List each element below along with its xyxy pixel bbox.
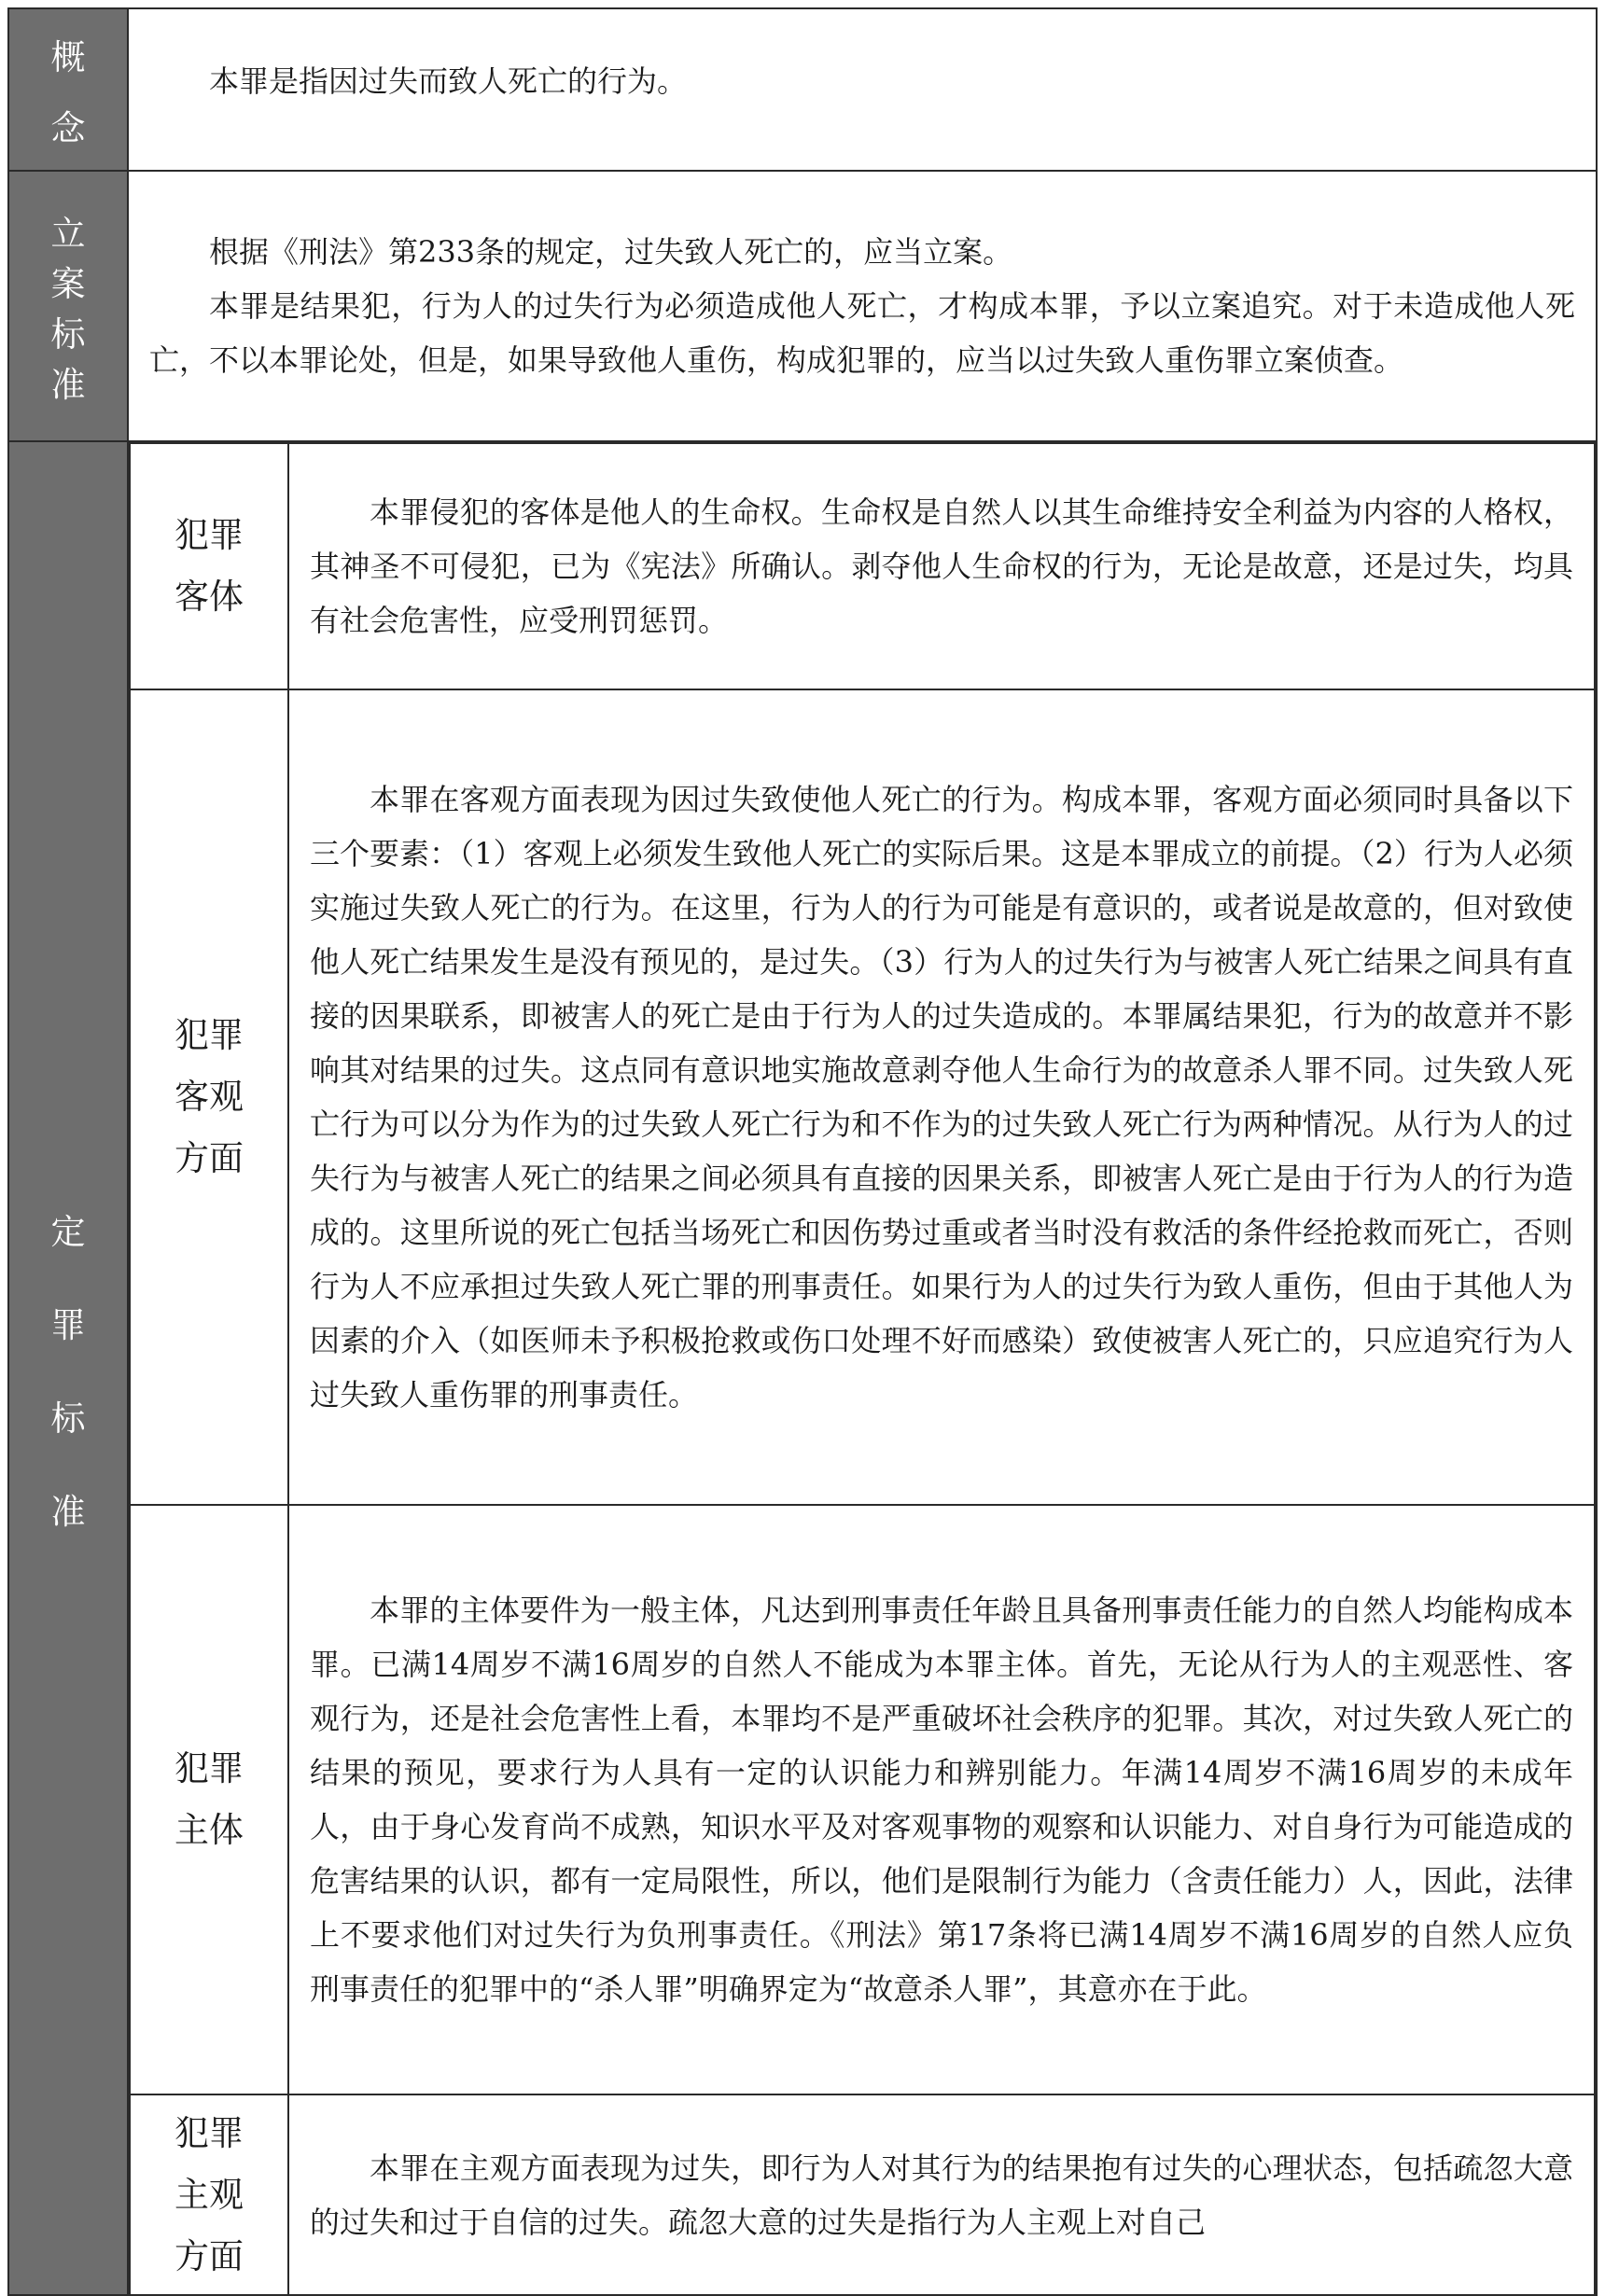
conviction-label-cell: [8, 441, 128, 2295]
concept-content-cell: [128, 8, 1597, 171]
conviction-label-char: 准: [50, 1491, 86, 1532]
subject-content-cell: [288, 1505, 1595, 2094]
subjective-aspect-content-cell: [288, 2094, 1595, 2294]
object-row: [130, 443, 1595, 689]
objective-aspect-label-cell: [130, 689, 288, 1505]
filing-content-cell: [128, 171, 1597, 441]
conviction-row: [8, 441, 1597, 2295]
concept-label-char: 概: [50, 37, 86, 77]
concept-label-cell: [8, 8, 128, 171]
filing-label-cell: [8, 171, 128, 441]
subjective-aspect-row: [130, 2094, 1595, 2294]
subjective-aspect-text: 本罪在主观方面表现为过失，即行为人对其行为的结果抱有过失的心理状态，包括疏忽大意的过失和过于自信的过失。疏忽大意的过失是指行为人主观上对自己: [310, 2150, 1573, 2240]
filing-label-char: 标: [50, 314, 86, 355]
concept-row: [8, 8, 1597, 171]
document-page: [7, 7, 1598, 2289]
conviction-subtable: [129, 442, 1596, 2294]
legal-standards-table: [7, 7, 1598, 2296]
subjective-aspect-label-cell: [130, 2094, 288, 2294]
subject-label-cell: [130, 1505, 288, 2094]
objective-aspect-row: [130, 689, 1595, 1505]
object-label: 犯罪 客体: [174, 515, 244, 617]
conviction-label-char: 罪: [50, 1304, 86, 1345]
object-text: 本罪侵犯的客体是他人的生命权。生命权是自然人以其生命维持安全利益为内容的人格权，其神圣不可侵犯，已为《宪法》所确认。剥夺他人生命权的行为，无论是故意，还是过失，均具有社会危害性，应受刑罚惩罚。: [310, 494, 1573, 638]
conviction-label-char: 标: [50, 1398, 86, 1439]
objective-aspect-text: 本罪在客观方面表现为因过失致使他人死亡的行为。构成本罪，客观方面必须同时具备以下三个要素：（1）客观上必须发生致他人死亡的实际后果。这是本罪成立的前提。（2）行为人必须实施过失致人死亡的行为。在这里，行为人的行为可能是有意识的，或者说是故意的，但对致使他人死亡结果发生是没有预见的，是过失。（3）行为人的过失行为与被害人死亡结果之间具有直接的因果联系，即被害人的死亡是由于行为人的过失造成的。本罪属结果犯，行为的故意并不影响其对结果的过失。这点同有意识地实施故意剥夺他人生命行为的故意杀人罪不同。过失致人死亡行为可以分为作为的过失致人死亡行为和不作为的过失致人死亡行为两种情况。从行为人的过失行为与被害人死亡的结果之间必须具有直接的因果关系，即被害人死亡是由于行为人的行为造成的。这里所说的死亡包括当场死亡和因伤势过重或者当时没有救活的条件经抢救而死亡，否则行为人不应承担过失致人死亡罪的刑事责任。如果行为人的过失行为致人重伤，但由于其他人为因素的介入（如医师未予积极抢救或伤口处理不好而感染）致使被害人死亡的，只应追究行为人过失致人重伤罪的刑事责任。: [310, 782, 1573, 1412]
subject-label: 犯罪 主体: [174, 1748, 244, 1850]
object-content-cell: [288, 443, 1595, 689]
subject-row: [130, 1505, 1595, 2094]
subject-text: 本罪的主体要件为一般主体，凡达到刑事责任年龄且具备刑事责任能力的自然人均能构成本罪。已满14周岁不满16周岁的自然人不能成为本罪主体。首先，无论从行为人的主观恶性、客观行为，还是社会危害性上看，本罪均不是严重破坏社会秩序的犯罪。其次，对过失致人死亡的结果的预见，要求行为人具有一定的认识能力和辨别能力。年满14周岁不满16周岁的未成年人，由于身心发育尚不成熟，知识水平及对客观事物的观察和认识能力、对自身行为可能造成的危害结果的认识，都有一定局限性，所以，他们是限制行为能力（含责任能力）人，因此，法律上不要求他们对过失行为负刑事责任。《刑法》第17条将已满14周岁不满16周岁的自然人应负刑事责任的犯罪中的“杀人罪”明确界定为“故意杀人罪”，其意亦在于此。: [310, 1593, 1573, 2007]
conviction-content-cell: [128, 441, 1597, 2295]
object-label-cell: [130, 443, 288, 689]
filing-label-char: 准: [50, 365, 86, 405]
concept-label-char: 念: [50, 108, 86, 148]
filing-text-2: 本罪是结果犯，行为人的过失行为必须造成他人死亡，才构成本罪，予以立案追究。对于未造成他人死亡，不以本罪论处，但是，如果导致他人重伤，构成犯罪的，应当以过失致人重伤罪立案侦查。: [149, 288, 1575, 378]
filing-label-char: 立: [50, 214, 86, 254]
filing-label-char: 案: [50, 264, 86, 304]
filing-text-1: 根据《刑法》第233条的规定，过失致人死亡的，应当立案。: [209, 234, 1013, 270]
concept-text: 本罪是指因过失而致人死亡的行为。: [209, 63, 688, 99]
filing-row: [8, 171, 1597, 441]
subjective-aspect-label: 犯罪 主观 方面: [174, 2112, 244, 2276]
conviction-label-char: 定: [50, 1211, 86, 1252]
objective-aspect-label: 犯罪 客观 方面: [174, 1015, 244, 1178]
objective-aspect-content-cell: [288, 689, 1595, 1505]
